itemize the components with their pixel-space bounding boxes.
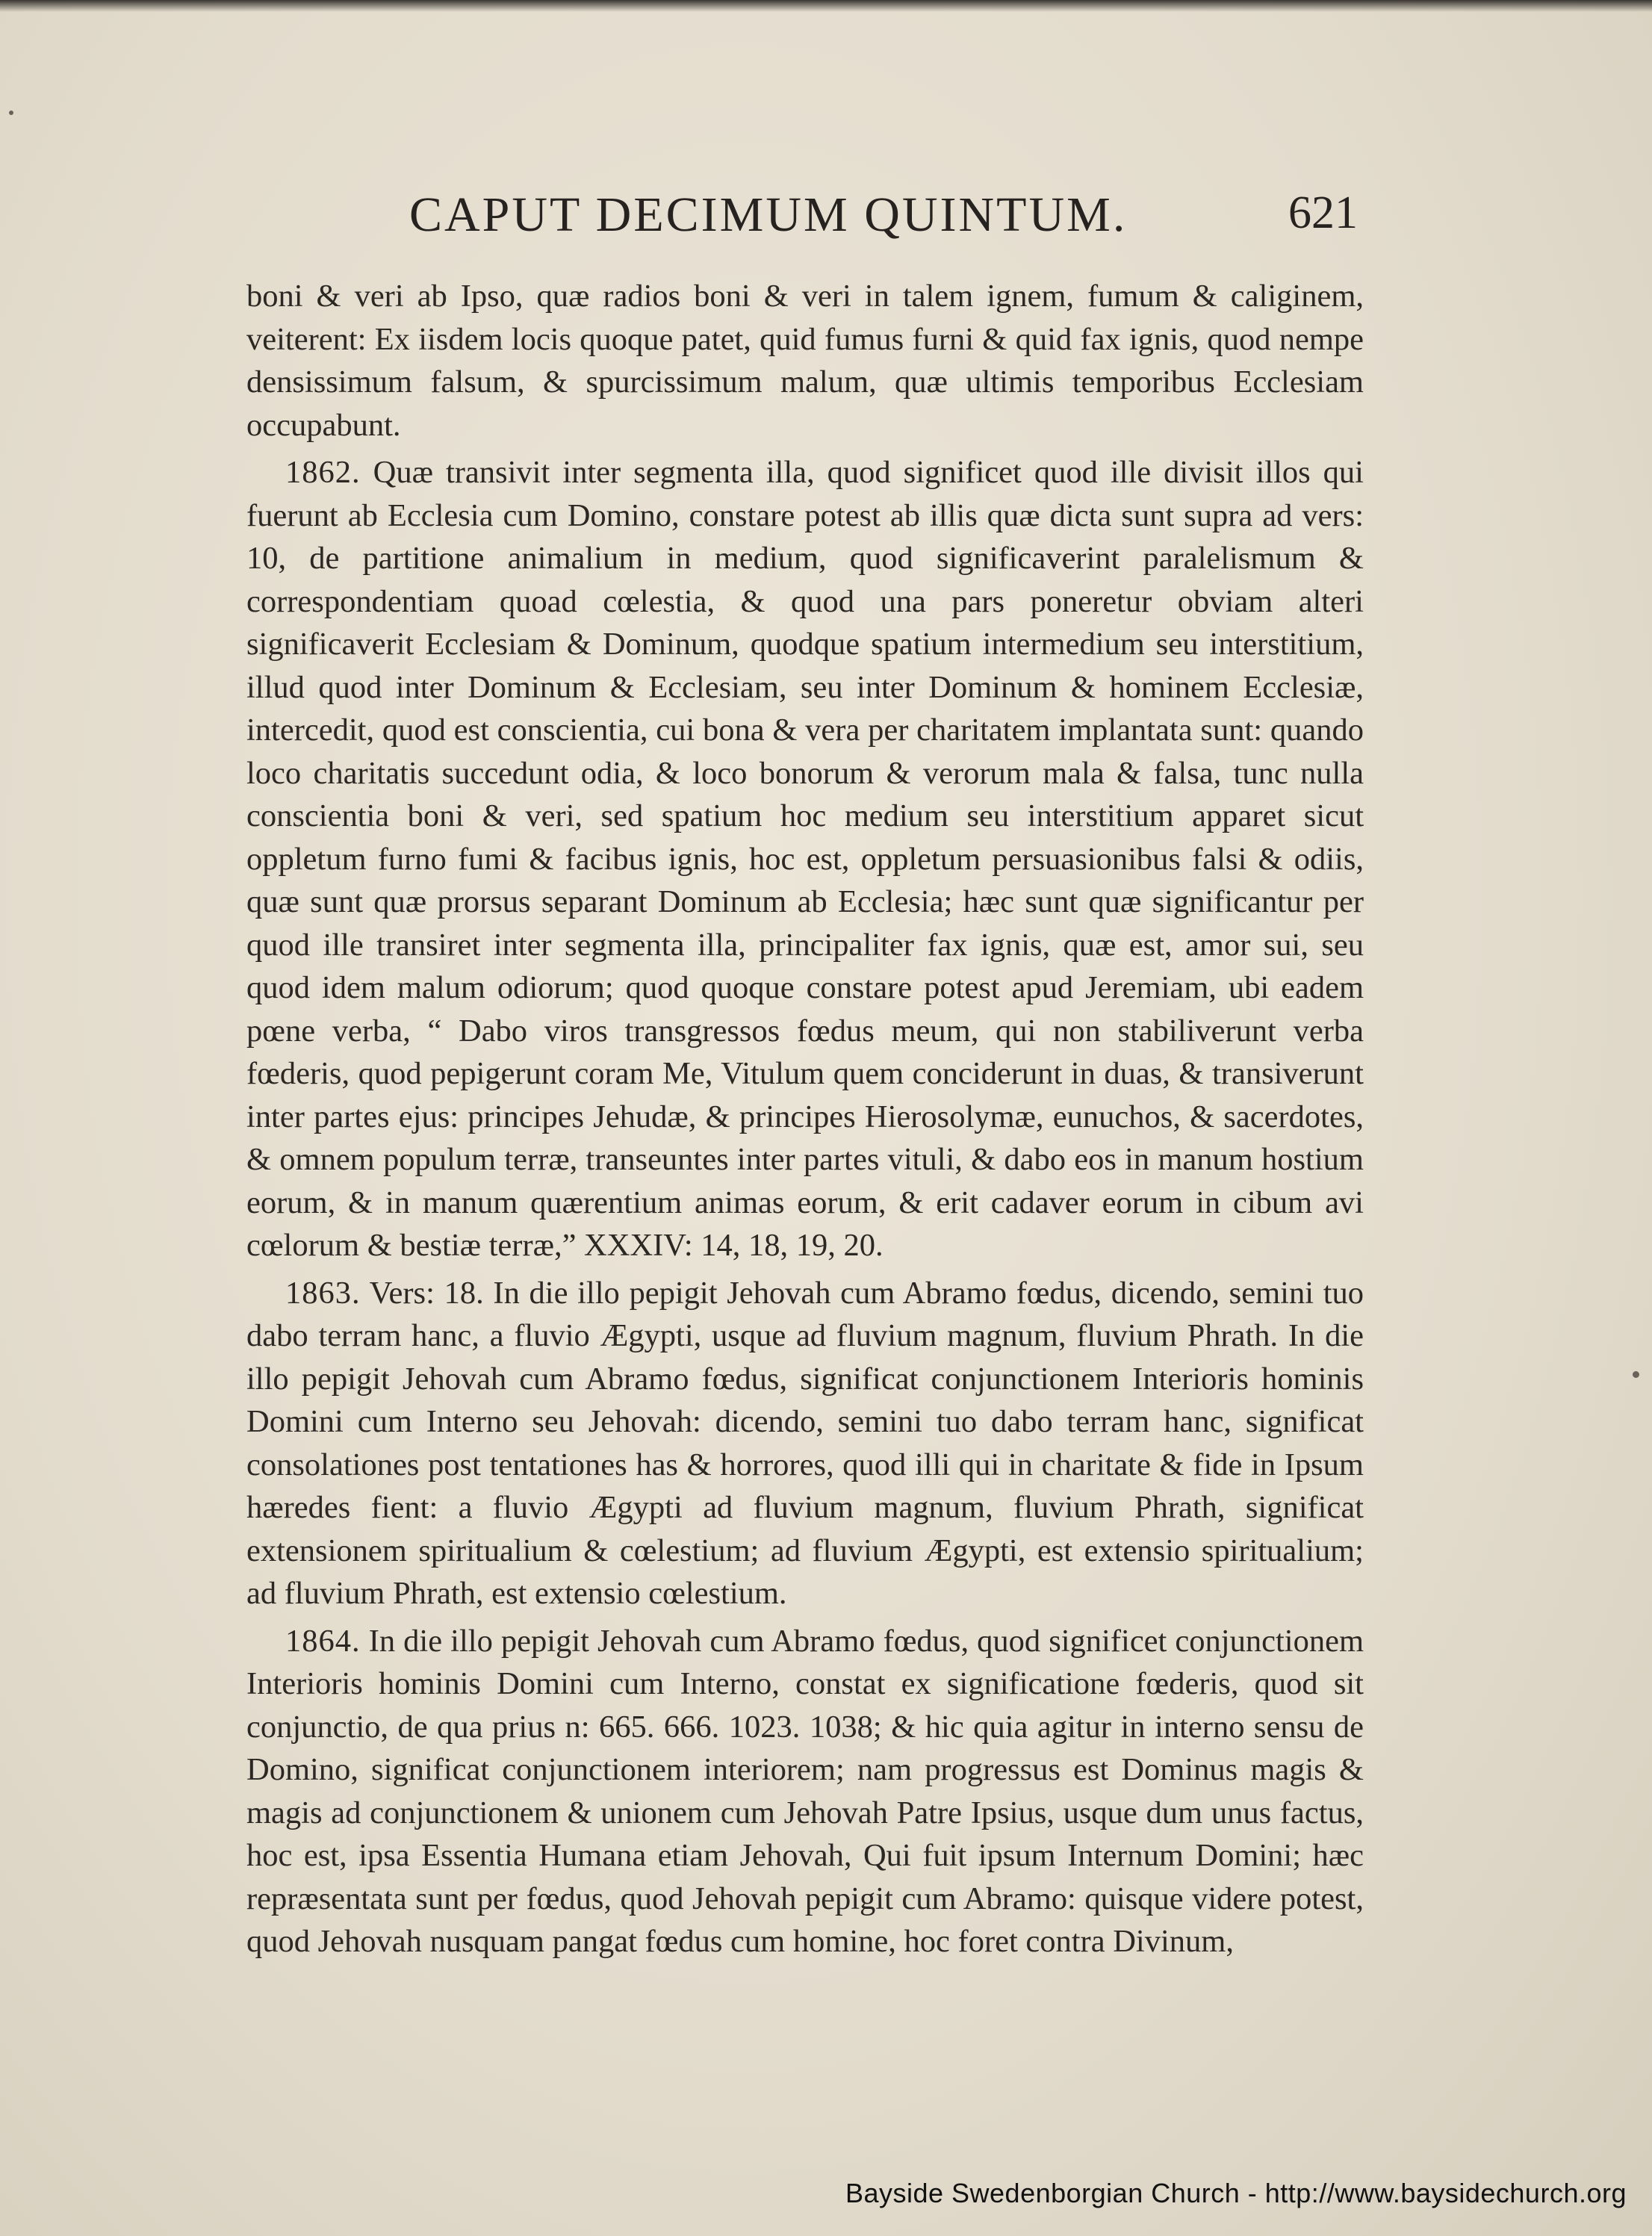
site-watermark: Bayside Swedenborgian Church - http://www.baysidechurch.org	[845, 2178, 1627, 2208]
paragraph-number: 1862.	[285, 455, 361, 490]
paragraph-continuation	[246, 275, 1364, 447]
body-text	[246, 275, 1364, 1963]
paragraph-1864	[246, 1620, 1364, 1963]
paper-speck	[9, 111, 13, 115]
paragraph-text: Vers: 18. In die illo pepigit Jehovah cum Abramo fœdus, dicendo, semini tuo dabo terram hanc, a fluvio Ægypti, usque ad fluvium magnum, fluvium Phrath. In die illo pepigit Jehovah cum Abramo fœdus, significat conjunctionem Interioris hominis Domini cum Interno seu Jehovah: dicendo, semini tuo dabo terram hanc, significat consolationes post tentationes has & horrores, quod illi qui in charitate & fide in Ipsum hæredes fient: a fluvio Ægypti ad fluvium magnum, fluvium Phrath, significat extensionem spiritualium & cœlestium; ad fluvium Ægypti, est extensio spiritualium; ad fluvium Phrath, est extensio cœlestium.	[246, 1275, 1364, 1611]
page-number: 621	[1288, 187, 1358, 238]
paragraph-text: boni & veri ab Ipso, quæ radios boni & veri in talem ignem, fumum & caliginem, veiterent: Ex iisdem locis quoque patet, quid fumus furni & quid fax ignis, quod nempe densissimum falsum, & spurcissimum malum, quæ ultimis temporibus Ecclesiam occupabunt.	[246, 279, 1364, 443]
paper-speck	[1633, 1371, 1639, 1378]
paragraph-text: Quæ transivit inter segmenta illa, quod significet quod ille divisit illos qui fuerunt ab Ecclesia cum Domino, constare potest ab illis quæ dicta sunt supra ad vers: 10, de partitione animalium in medium, quod significaverint paralelismum & correspondentiam quoad cœlestia, & quod una pars poneretur obviam alteri significaverit Ecclesiam & Dominum, quodque spatium intermedium seu interstitium, illud quod inter Dominum & Ecclesiam, seu inter Dominum & hominem Ecclesiæ, intercedit, quod est conscientia, cui bona & vera per charitatem implantata sunt: quando loco charitatis succedunt odia, & loco bonorum & verorum mala & falsa, tunc nulla conscientia boni & veri, sed spatium hoc medium seu interstitium apparet sicut oppletum furno fumi & facibus ignis, hoc est, oppletum persuasionibus falsi & odiis, quæ sunt quæ prorsus separant Dominum ab Ecclesia; hæc sunt quæ significantur per quod ille transiret inter segmenta illa, principaliter fax ignis, quæ est, amor sui, seu quod idem malum odiorum; quod quoque constare potest apud Jeremiam, ubi eadem pœne verba, “ Dabo viros transgressos fœdus meum, qui non stabiliverunt verba fœderis, quod pepigerunt coram Me, Vitulum quem conciderunt in duas, & transiverunt inter partes ejus: principes Jehudæ, & principes Hierosolymæ, eunuchos, & sacerdotes, & omnem populum terræ, transeuntes inter partes vituli, & dabo eos in manum hostium eorum, & in manum quærentium animas eorum, & erit cadaver eorum in cibum avi cœlorum & bestiæ terræ,” XXXIV: 14, 18, 19, 20.	[246, 455, 1364, 1263]
page-top-shadow	[0, 0, 1652, 12]
page-header	[409, 187, 1358, 254]
running-title: CAPUT DECIMUM QUINTUM.	[409, 187, 1128, 242]
paragraph-1863	[246, 1272, 1364, 1615]
paragraph-text: In die illo pepigit Jehovah cum Abramo fœdus, quod significet conjunctionem Interioris hominis Domini cum Interno, constat ex significatione fœderis, quod sit conjunctio, de qua prius n: 665. 666. 1023. 1038; & hic quia agitur in interno sensu de Domino, significat conjunctionem interiorem; nam progressus est Dominus magis & magis ad conjunctionem & unionem cum Jehovah Patre Ipsius, usque dum unus factus, hoc est, ipsa Essentia Humana etiam Jehovah, Qui fuit ipsum Internum Domini; hæc repræsentata sunt per fœdus, quod Jehovah pepigit cum Abramo: quisque videre potest, quod Jehovah nusquam pangat fœdus cum homine, hoc foret contra Divinum,	[246, 1623, 1364, 1959]
paragraph-number: 1863.	[285, 1275, 361, 1311]
paragraph-number: 1864.	[285, 1623, 361, 1659]
paragraph-1862	[246, 451, 1364, 1267]
